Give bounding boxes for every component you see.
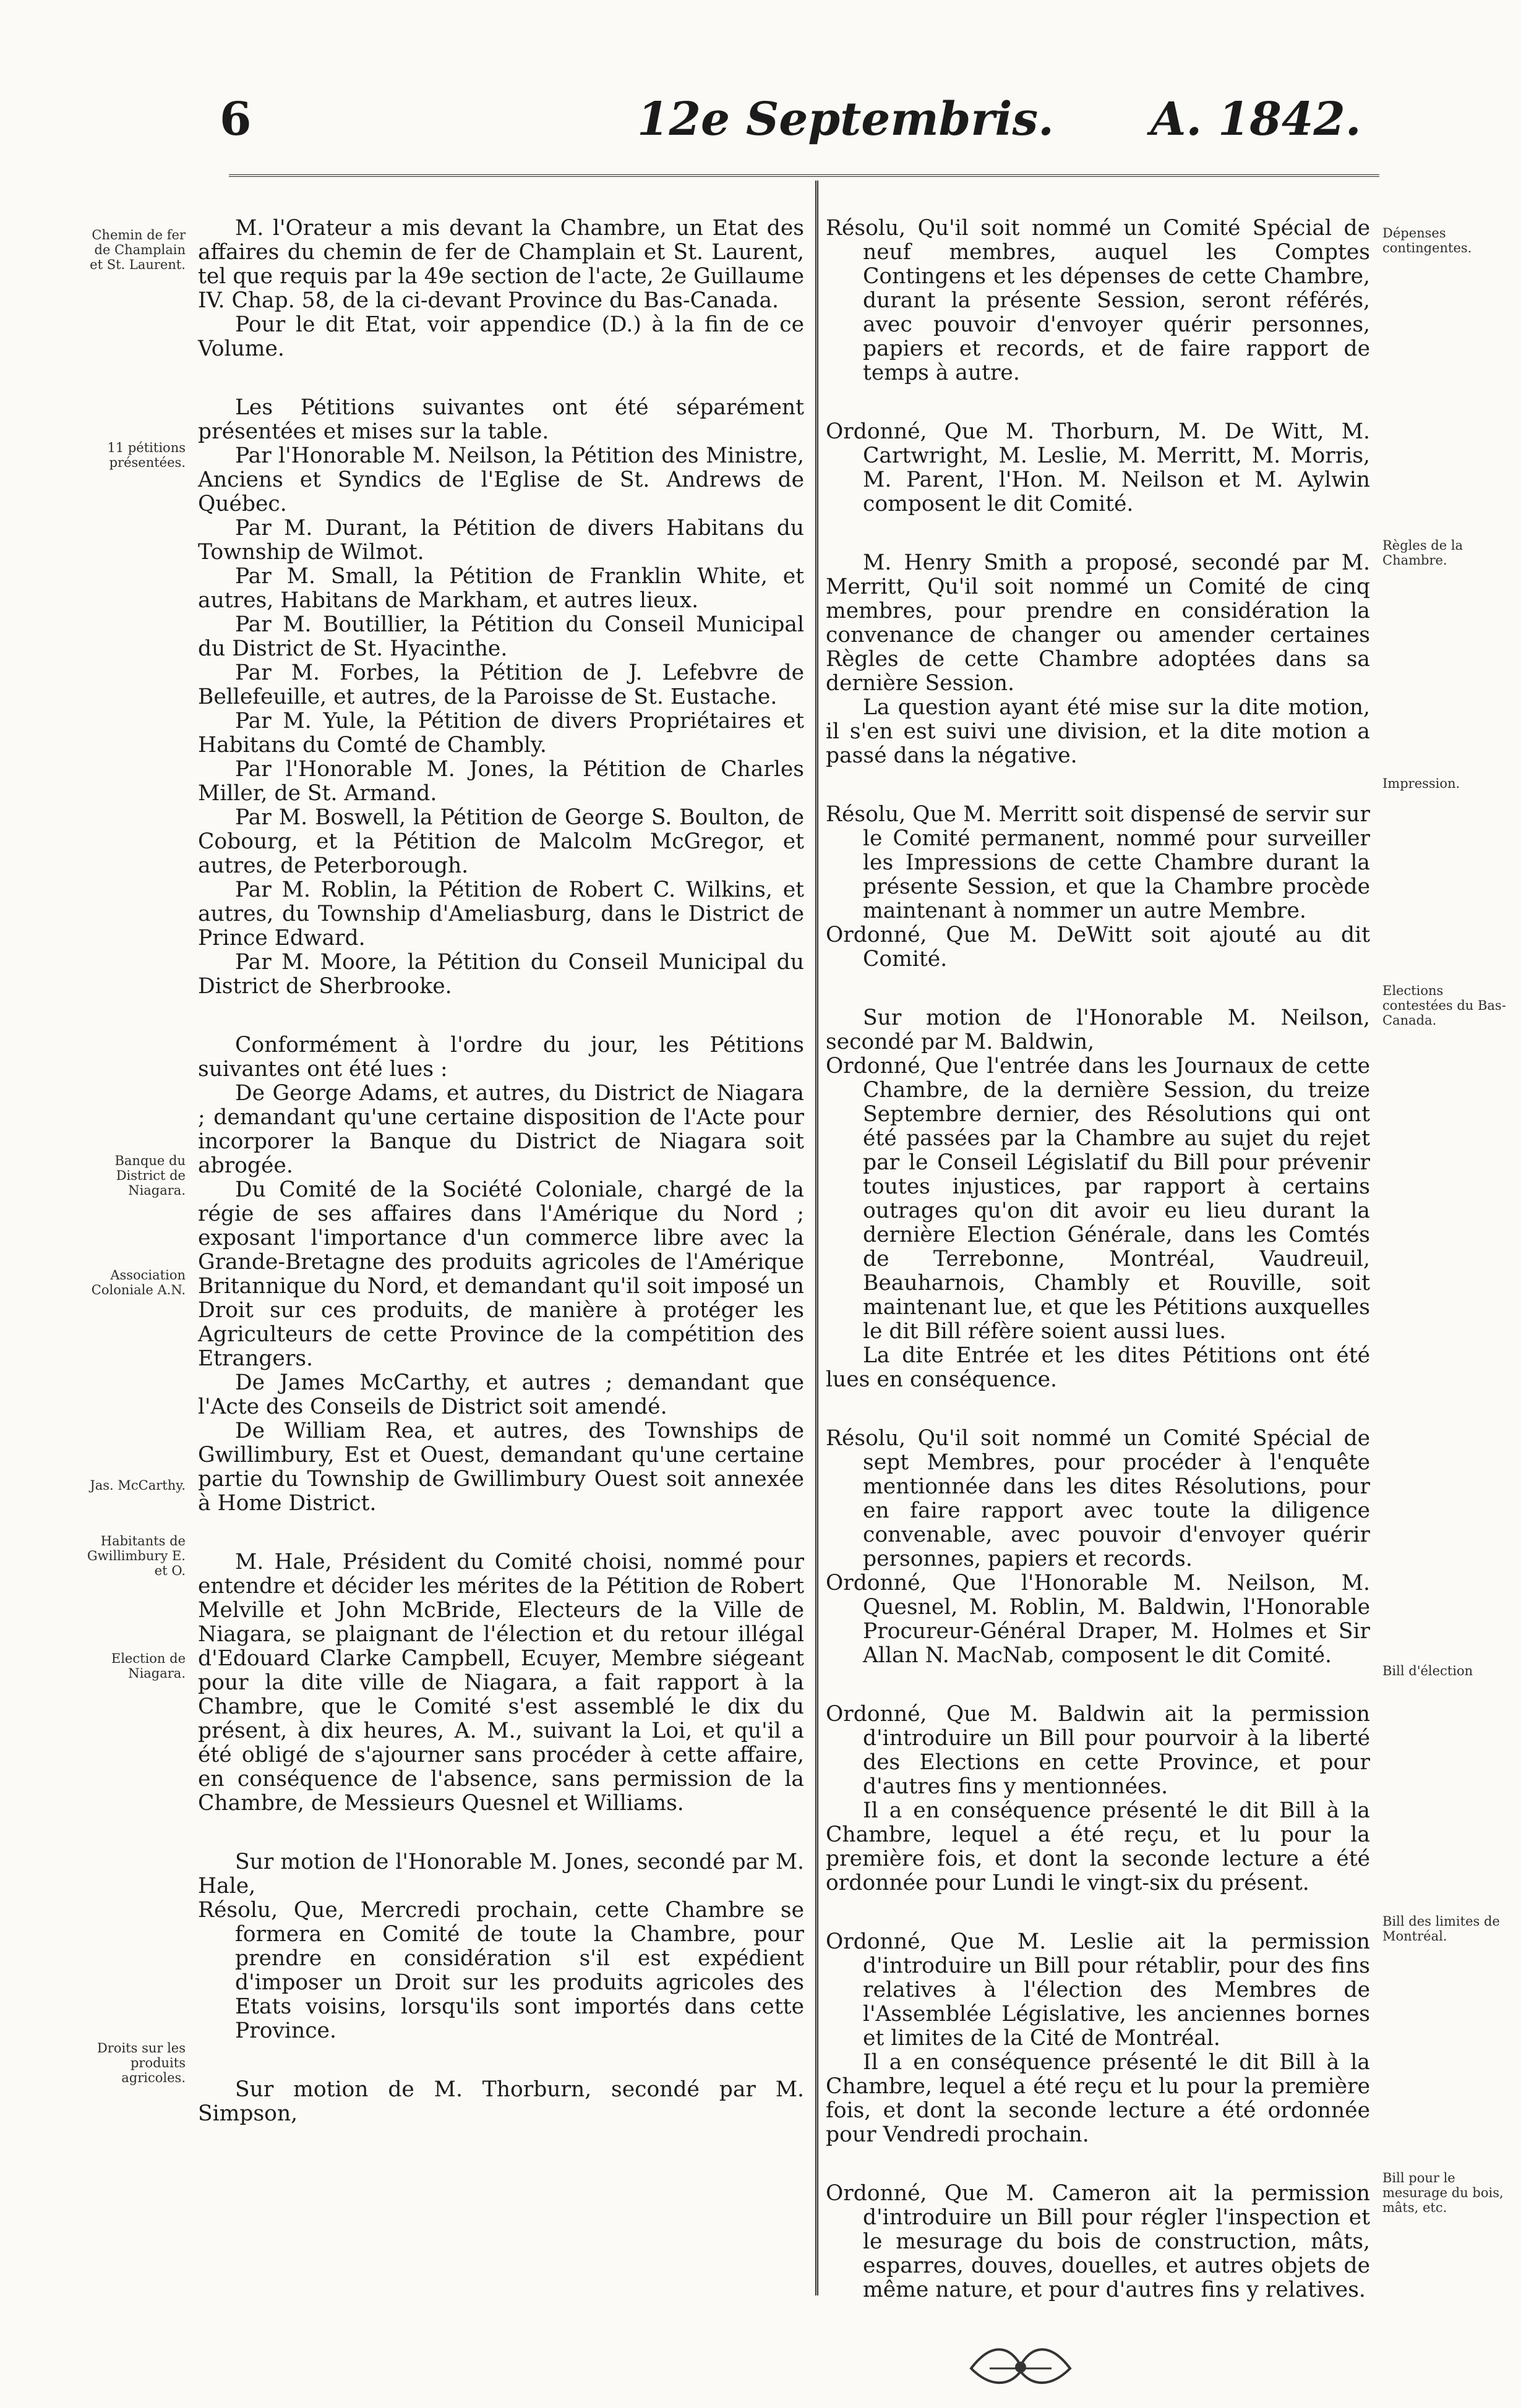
paragraph: Par M. Forbes, la Pétition de J. Lefebvre de Bellefeuille, et autres, de la Paroisse de St. Eustache.	[198, 660, 804, 709]
paragraph: Ordonné, Que M. Baldwin ait la permission d'introduire un Bill pour pourvoir à la liberté des Elections en cette Province, et pour d'autres fins y mentionnées.	[826, 1702, 1370, 1799]
margin-note: Règles de la Chambre.	[1382, 538, 1463, 568]
paragraph: Résolu, Qu'il soit nommé un Comité Spécial de sept Membres, pour procéder à l'enquête mentionnée dans les dites Résolutions, pour en faire rapport avec toute la diligence convenable, avec pouvoir d'envoyer quérir personnes, papiers et records.	[826, 1426, 1370, 1571]
margin-note: Banque du District de Niagara.	[114, 1153, 186, 1198]
paragraph: Résolu, Que, Mercredi prochain, cette Chambre se formera en Comité de toute la Chambre, pour prendre en considération s'il est expédient d'imposer un Droit sur les produits agricoles des Etats voisins, lorsqu'ils sont importés dans cette Province.	[198, 1898, 804, 2043]
margin-note: Election de Niagara.	[111, 1651, 186, 1681]
margin-note: Bill des limites de Montréal.	[1382, 1914, 1500, 1944]
margin-note: Droits sur les produits agricoles.	[96, 2041, 186, 2085]
paragraph: Il a en conséquence présenté le dit Bill à la Chambre, lequel a été reçu, et lu pour la première fois, et dont la seconde lecture a été ordonnée pour Lundi le vingt-six du présent.	[826, 1798, 1370, 1895]
paragraph: Résolu, Que M. Merritt soit dispensé de servir sur le Comité permanent, nommé pour surveiller les Impressions de cette Chambre durant la présente Session, et que la Chambre procède maintenant à nommer un autre Membre.	[826, 802, 1370, 923]
paragraph: Il a en conséquence présenté le dit Bill à la Chambre, lequel a été reçu et lu pour la première fois, et dont la seconde lecture a été ordonnée pour Vendredi prochain.	[826, 2050, 1370, 2147]
paragraph: Par M. Boutillier, la Pétition du Conseil Municipal du District de St. Hyacinthe.	[198, 612, 804, 661]
paragraph: Par M. Boswell, la Pétition de George S. Boulton, de Cobourg, et la Pétition de Malcolm McGregor, et autres, de Peterborough.	[198, 805, 804, 878]
paragraph: Du Comité de la Société Coloniale, chargé de la régie de ses affaires dans l'Amérique du Nord ; exposant l'importance d'un commerce libre avec la Grande-Bretagne des produits agricoles de l'Amérique Britannique du Nord, et demandant qu'il soit imposé un Droit sur ces produits, de manière à protéger les Agriculteurs de cette Province de la compétition des Etrangers.	[198, 1177, 804, 1371]
paragraph: Sur motion de l'Honorable M. Jones, secondé par M. Hale,	[198, 1850, 804, 1898]
paragraph: Résolu, Qu'il soit nommé un Comité Spécial de neuf membres, auquel les Comptes Contingens et les dépenses de cette Chambre, durant la présente Session, seront référés, avec pouvoir d'envoyer quérir personnes, papiers et records, et de faire rapport de temps à autre.	[826, 216, 1370, 385]
paragraph: Par M. Roblin, la Pétition de Robert C. Wilkins, et autres, du Township d'Ameliasburg, dans le District de Prince Edward.	[198, 877, 804, 950]
paragraph: Par M. Yule, la Pétition de divers Propriétaires et Habitans du Comté de Chambly.	[198, 709, 804, 758]
margin-note: Dépenses contingentes.	[1382, 226, 1472, 255]
paragraph: Sur motion de M. Thorburn, secondé par M. Simpson,	[198, 2077, 804, 2126]
paragraph: Ordonné, Que M. Leslie ait la permission d'introduire un Bill pour rétablir, pour des fins relatives à l'élection des Membres de l'Assemblée Législative, les anciennes bornes et limites de la Cité de Montréal.	[826, 1929, 1370, 2051]
margin-note: Jas. McCarthy.	[90, 1478, 186, 1493]
paragraph: Par M. Durant, la Pétition de divers Habitans du Township de Wilmot.	[198, 516, 804, 565]
margin-note: Association Coloniale A.N.	[91, 1268, 186, 1297]
paragraph: Les Pétitions suivantes ont été séparément présentées et mises sur la table.	[198, 395, 804, 444]
paragraph: Pour le dit Etat, voir appendice (D.) à la fin de ce Volume.	[198, 312, 804, 361]
paragraph: Ordonné, Que M. Thorburn, M. De Witt, M. Cartwright, M. Leslie, M. Merritt, M. Morris, M. Parent, l'Hon. M. Neilson et M. Aylwin composent le dit Comité.	[826, 419, 1370, 516]
paragraph: Par l'Honorable M. Neilson, la Pétition des Ministre, Anciens et Syndics de l'Eglise de St. Andrews de Québec.	[198, 443, 804, 516]
page-number: 6	[220, 93, 252, 146]
paragraph: Ordonné, Que M. DeWitt soit ajouté au dit Comité.	[826, 923, 1370, 971]
paragraph: M. Hale, Président du Comité choisi, nommé pour entendre et décider les mérites de la Pétition de Robert Melville et John McBride, Electeurs de la Ville de Niagara, se plaignant de l'élection et du retour illégal d'Edouard Clarke Campbell, Ecuyer, Membre siégeant pour la dite ville de Niagara, a fait rapport à la Chambre, que le Comité s'est assemblé le dix du présent, à dix heures, A. M., suivant la Loi, et qu'il a été obligé de s'ajourner sans procéder à cette affaire, en conséquence de l'absence, sans permission de la Chambre, de Messieurs Quesnel et Williams.	[198, 1550, 804, 1816]
left-column	[198, 216, 804, 2126]
column-divider	[815, 181, 818, 2295]
paragraph: De George Adams, et autres, du District de Niagara ; demandant qu'une certaine disposition de l'Acte pour incorporer la Banque du District de Niagara soit abrogée.	[198, 1081, 804, 1178]
paragraph: La dite Entrée et les dites Pétitions ont été lues en conséquence.	[826, 1343, 1370, 1392]
paragraph: Par M. Moore, la Pétition du Conseil Municipal du District de Sherbrooke.	[198, 950, 804, 999]
paragraph: Conformément à l'ordre du jour, les Pétitions suivantes ont été lues :	[198, 1033, 804, 1082]
margin-note: Elections contestées du Bas-Canada.	[1382, 983, 1506, 1028]
paragraph: Par l'Honorable M. Jones, la Pétition de Charles Miller, de St. Armand.	[198, 757, 804, 806]
margin-note: Bill pour le mesurage du bois, mâts, etc.	[1382, 2171, 1504, 2215]
margin-note: Bill d'élection	[1382, 1663, 1473, 1678]
paragraph: Ordonné, Que l'Honorable M. Neilson, M. Quesnel, M. Roblin, M. Baldwin, l'Honorable Procureur-Général Draper, M. Holmes et Sir Allan N. MacNab, composent le dit Comité.	[826, 1571, 1370, 1668]
paragraph: La question ayant été mise sur la dite motion, il s'en est suivi une division, et la dite motion a passé dans la négative.	[826, 695, 1370, 768]
paragraph: Sur motion de l'Honorable M. Neilson, secondé par M. Baldwin,	[826, 1005, 1370, 1054]
page-year: A. 1842.	[1150, 93, 1361, 146]
right-column	[826, 216, 1370, 2302]
margin-note: Impression.	[1382, 776, 1460, 791]
paragraph: Par M. Small, la Pétition de Franklin White, et autres, Habitans de Markham, et autres lieux.	[198, 564, 804, 613]
margin-note: Habitants de Gwillimbury E. et O.	[87, 1534, 186, 1578]
paragraph: M. Henry Smith a proposé, secondé par M. Merritt, Qu'il soit nommé un Comité de cinq membres, pour prendre en considération la convenance de changer ou amender certaines Règles de cette Chambre adoptées dans sa dernière Session.	[826, 550, 1370, 696]
paragraph: Ordonné, Que M. Cameron ait la permission d'introduire un Bill pour régler l'inspection et le mesurage du bois de construction, mâts, esparres, douves, douelles, et autres objets de même nature, et pour d'autres fins y relatives.	[826, 2181, 1370, 2302]
paragraph: De James McCarthy, et autres ; demandant que l'Acte des Conseils de District soit amendé.	[198, 1370, 804, 1419]
margin-note: Chemin de fer de Champlain et St. Laurent.	[90, 228, 186, 272]
paragraph: De William Rea, et autres, des Townships de Gwillimbury, Est et Ouest, demandant qu'une certaine partie du Township de Gwillimbury Ouest soit annexée à Home District.	[198, 1419, 804, 1516]
page-date: 12e Septembris.	[637, 93, 1054, 146]
margin-note: 11 pétitions présentées.	[107, 440, 186, 470]
paragraph: M. l'Orateur a mis devant la Chambre, un Etat des affaires du chemin de fer de Champlain et St. Laurent, tel que requis par la 49e section de l'acte, 2e Guillaume IV. Chap. 58, de la ci-devant Province du Bas-Canada.	[198, 216, 804, 313]
end-ornament	[965, 2331, 1076, 2399]
header-rule	[229, 174, 1379, 177]
paragraph: Ordonné, Que l'entrée dans les Journaux de cette Chambre, de la dernière Session, du treize Septembre dernier, des Résolutions qui ont été passées par la Chambre au sujet du rejet par le Conseil Législatif du Bill pour prévenir toutes injustices, par rapport à certains outrages qu'on dit avoir eu lieu durant la dernière Election Générale, dans les Comtés de Terrebonne, Montréal, Vaudreuil, Beauharnois, Chambly et Rouville, soit maintenant lue, et que les Pétitions auxquelles le dit Bill réfère soient aussi lues.	[826, 1054, 1370, 1344]
